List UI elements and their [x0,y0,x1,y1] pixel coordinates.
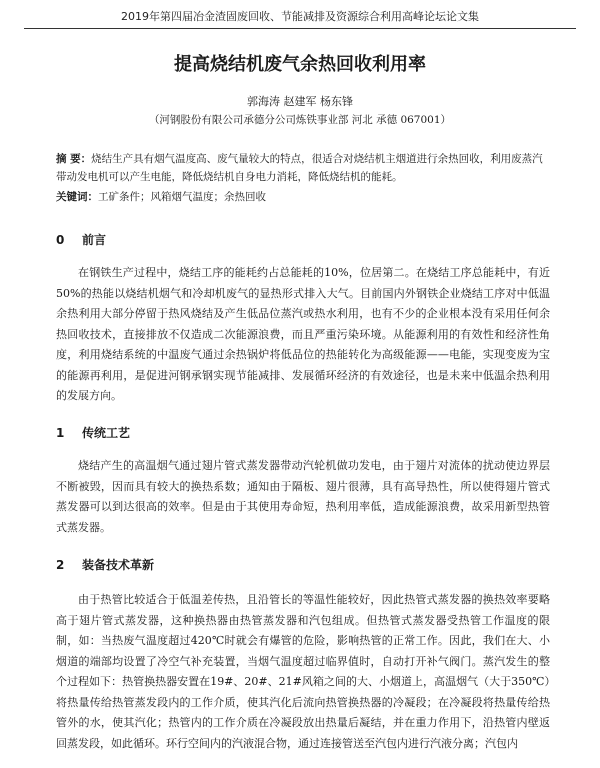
section-heading-2 [56,556,154,573]
section-number: 2 [56,558,65,572]
section-body-0: 在钢铁生产过程中，烧结工序的能耗约占总能耗的10%，位居第二。在烧结工序总能耗中，有近50%的热能以烧结机烟气和冷却机废气的显热形式排入大气。目前国内外钢铁企业烧结工序对中低温余热利用大部分停留于热风烧结及产生低品位蒸汽或热水利用，也有不少的企业根本没有采用任何余热回收技术，直接排放不仅造成二次能源浪费，而且严重污染环境。从能源利用的有效性和经济性角度，利用烧结系统的中温废气通过余热锅炉将低品位的热能转化为高级能源——电能，实现变废为宝的能源再利用，是促进河钢承钢实现节能减排、发展循环经济的有效途径，也是未来中低温余热利用的发展方向。 [56,266,550,402]
section-heading-1 [56,424,130,441]
running-header: 2019年第四届冶金渣固废回收、节能减排及资源综合利用高峰论坛论文集 [121,10,479,23]
paper-title: 提高烧结机废气余热回收利用率 [174,54,426,75]
section-title: 装备技术革新 [82,558,155,572]
keywords-text: 工矿条件；风箱烟气温度；余热回收 [98,191,266,203]
header-divider [24,28,576,29]
section-body-2: 由于热管比较适合于低温差传热，且沿管长的等温性能较好，因此热管式蒸发器的换热效率要略高于翅片管式蒸发器，这种换热器由热管蒸发器和汽包组成。但热管式蒸发器受热管工作温度的限制，如：当热废气温度超过420℃时就会有爆管的危险，影响热管的正常工作。因此，我们在大、小烟道的端部均设置了冷空气补充装置，当烟气温度超过临界值时，自动打开补气阀门。蒸汽发生的整个过程如下：热管换热器安置在19#、20#、21#风箱之间的大、小烟道上，高温烟气（大于350℃）将热量传给热管蒸发段内的工作介质，使其汽化后流向热管换热器的冷凝段；在冷凝段将热量传给热管外的水，使其汽化；热管内的工作介质在冷凝段放出热量后凝结，并在重力作用下，沿热管内壁返回蒸发段，如此循环。环行空间内的汽液混合物，通过连接管送至汽包内进行汽液分离；汽包内 [56,593,550,750]
section-number: 0 [56,233,65,247]
abstract-text: 烧结生产具有烟气温度高、废气量较大的特点，很适合对烧结机主烟道进行余热回收，利用废蒸汽带动发电机可以产生电能，降低烧结机自身电力消耗，降低烧结机的能耗。 [56,153,543,183]
keywords-label: 关键词： [56,191,98,203]
section-heading-0 [56,231,106,248]
abstract-label: 摘 要： [56,153,92,165]
abstract [56,150,550,186]
section-body-1: 烧结产生的高温烟气通过翅片管式蒸发器带动汽轮机做功发电，由于翅片对流体的扰动使边界层不断被毁，因而具有较大的换热系数；通知由于隔板、翅片很薄，具有高导热性，所以使得翅片管式蒸发器可以到达很高的效率。但是由于其使用寿命短，热利用率低，造成能源浪费，故采用新型热管式蒸发器。 [56,459,550,534]
paper-authors: 郭海涛 赵建军 杨东锋 [247,95,353,108]
section-title: 前言 [82,233,107,247]
keywords [56,189,550,204]
paper-affiliation: （河钢股份有限公司承德分公司炼铁事业部 河北 承德 067001） [148,114,452,126]
section-title: 传统工艺 [82,426,131,440]
section-number: 1 [56,426,65,440]
